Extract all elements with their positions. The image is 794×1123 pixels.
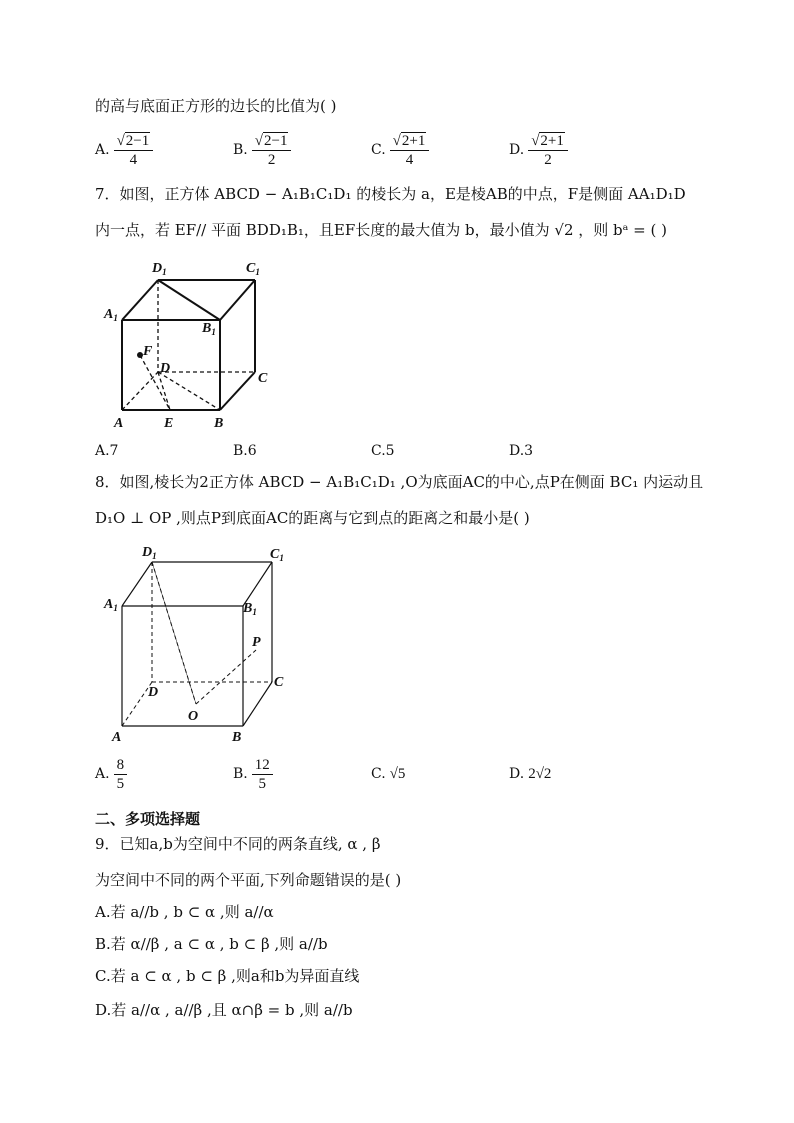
q7-cube-figure bbox=[100, 252, 280, 432]
q7-option-d[interactable]: D.3 bbox=[509, 443, 534, 459]
q9-option-a[interactable]: A.若 a//b , b ⊂ α ,则 a//α bbox=[95, 903, 274, 921]
label-a1: $A_1$ bbox=[104, 597, 118, 613]
fraction: $\frac{√2+1}{2}$ bbox=[528, 132, 568, 169]
label-d1: $D_1$ bbox=[142, 545, 157, 561]
q6-option-b[interactable]: B. $\frac{√2-1}{2}$ bbox=[233, 128, 291, 172]
q8-option-a[interactable]: A. $\frac{8}{5}$ bbox=[95, 752, 127, 796]
q9-option-b[interactable]: B.若 α//β , a ⊂ α , b ⊂ β ,则 a//b bbox=[95, 935, 328, 953]
label-a: A bbox=[114, 416, 124, 431]
q6-option-c[interactable]: C. $\frac{√2+1}{4}$ bbox=[371, 128, 429, 172]
fraction: $\frac{8}{5}$ bbox=[114, 756, 128, 793]
label-a1: $A_1$ bbox=[104, 307, 118, 323]
q8-option-b[interactable]: B. $\frac{12}{5}$ bbox=[233, 752, 273, 796]
q8-line1: 8．如图,棱长为2正方体 ABCD − A₁B₁C₁D₁ ,O为底面AC的中心,点P在侧面 BC₁ 内运动且 bbox=[95, 473, 704, 491]
label-e: E bbox=[164, 416, 174, 431]
label-c: C bbox=[258, 371, 268, 386]
q7-line1: 7．如图，正方体 ABCD − A₁B₁C₁D₁ 的棱长为 a，E是棱AB的中点，F是侧面 AA₁D₁D bbox=[95, 185, 686, 203]
q8-options bbox=[95, 752, 695, 796]
q7-option-c[interactable]: C.5 bbox=[371, 443, 395, 459]
label-p: P bbox=[252, 635, 261, 650]
label-d: D bbox=[160, 361, 171, 376]
q9-line1: 9．已知a,b为空间中不同的两条直线, α , β bbox=[95, 835, 381, 853]
label-b1: $B_1$ bbox=[243, 601, 257, 617]
q6-option-a[interactable]: A. $\frac{√2-1}{4}$ bbox=[95, 128, 153, 172]
label-b: B bbox=[232, 730, 242, 745]
q7-line2: 内一点，若 EF// 平面 BDD₁B₁，且EF长度的最大值为 b，最小值为 √2 ，则 bᵃ = ( ) bbox=[95, 221, 667, 239]
label-b: B bbox=[214, 416, 224, 431]
q9-line2: 为空间中不同的两个平面,下列命题错误的是( ) bbox=[95, 871, 402, 889]
fraction: $\frac{12}{5}$ bbox=[252, 756, 273, 793]
label-o: O bbox=[188, 709, 199, 724]
label-c1: $C_1$ bbox=[246, 261, 260, 277]
label-d1: $D_1$ bbox=[152, 261, 167, 277]
fraction: $\frac{√2+1}{4}$ bbox=[390, 132, 430, 169]
fraction: $\frac{√2-1}{2}$ bbox=[252, 132, 292, 169]
section-title: 二、多项选择题 bbox=[95, 810, 201, 828]
label-a: A bbox=[112, 730, 122, 745]
q8-option-c[interactable]: C. √5 bbox=[371, 765, 406, 782]
label-f: F bbox=[143, 344, 153, 359]
label-b1: $B_1$ bbox=[202, 321, 216, 337]
label-c: C bbox=[274, 675, 284, 690]
q6-text: 的高与底面正方形的边长的比值为( ) bbox=[95, 97, 337, 115]
q9-option-d[interactable]: D.若 a//α , a//β ,且 α∩β = b ,则 a//b bbox=[95, 1001, 353, 1019]
q7-option-a[interactable]: A.7 bbox=[95, 443, 119, 459]
q6-options bbox=[95, 128, 695, 172]
label-c1: $C_1$ bbox=[270, 547, 284, 563]
fraction: $\frac{√2-1}{4}$ bbox=[114, 132, 154, 169]
q6-option-d[interactable]: D. $\frac{√2+1}{2}$ bbox=[509, 128, 568, 172]
q7-option-b[interactable]: B.6 bbox=[233, 443, 257, 459]
label-d: D bbox=[148, 685, 159, 700]
q8-option-d[interactable]: D. 2√2 bbox=[509, 765, 552, 782]
q9-option-c[interactable]: C.若 a ⊂ α , b ⊂ β ,则a和b为异面直线 bbox=[95, 967, 360, 985]
q8-cube-figure bbox=[100, 540, 300, 750]
q8-line2: D₁O ⊥ OP ,则点P到底面AC的距离与它到点的距离之和最小是( ) bbox=[95, 509, 530, 527]
